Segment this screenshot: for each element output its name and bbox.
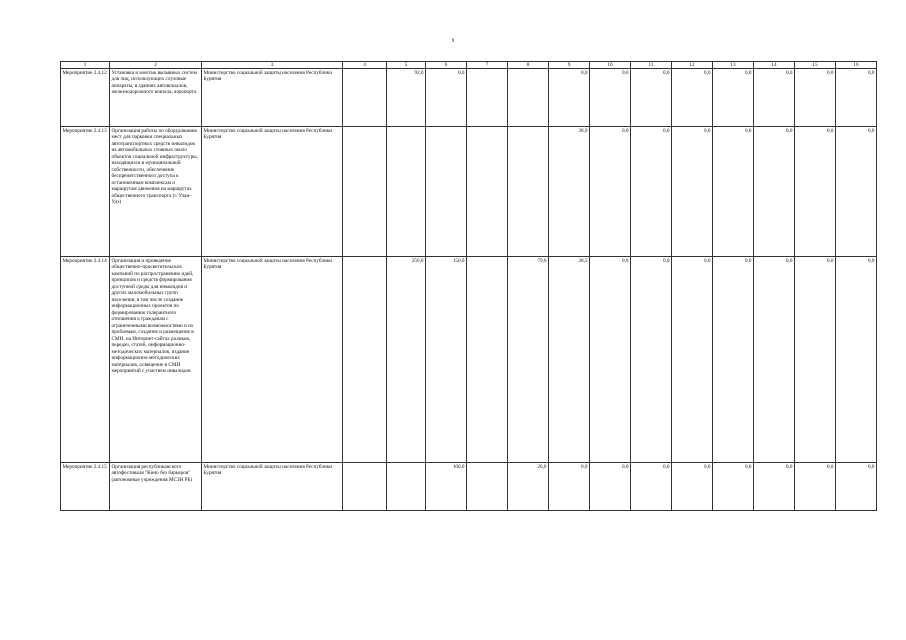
value-cell [387,463,426,511]
value-cell: 0,0 [672,463,713,511]
column-header: 8 [508,62,549,69]
table-row [61,127,877,257]
program-measures-table [60,61,877,511]
column-header: 2 [110,62,202,69]
measure-code: Мероприятие 2.4.15 [61,463,110,511]
value-cell: 0,0 [590,257,631,463]
value-cell: 0,0 [754,463,795,511]
value-cell [467,463,508,511]
value-cell [343,257,387,463]
value-cell [343,127,387,257]
measure-executor: Министерство социальной защиты населения Республики Бурятия [202,127,343,257]
column-header: 14 [754,62,795,69]
page-number: 9 [451,39,455,44]
value-cell: 0,0 [631,127,672,257]
value-cell: 0,0 [795,257,836,463]
value-cell: 92,0 [387,69,426,127]
value-cell: 0,0 [672,69,713,127]
measure-executor: Министерство социальной защиты населения Республики Бурятия [202,257,343,463]
value-cell [467,257,508,463]
value-cell: 38,5 [549,257,590,463]
value-cell: 0,0 [836,257,877,463]
table-row [61,257,877,463]
value-cell: 0,0 [713,127,754,257]
header-row [61,62,877,69]
value-cell: 0,0 [795,463,836,511]
value-cell: 0,0 [795,127,836,257]
column-header: 12 [672,62,713,69]
measure-executor: Министерство социальной защиты населения Республики Бурятия [202,69,343,127]
column-header: 7 [467,62,508,69]
column-header: 10 [590,62,631,69]
value-cell: 0,0 [795,69,836,127]
value-cell: 0,0 [836,127,877,257]
column-header: 11 [631,62,672,69]
value-cell: 0,0 [754,69,795,127]
column-header: 13 [713,62,754,69]
value-cell: 0,0 [590,127,631,257]
measure-code: Мероприятие 2.4.12 [61,69,110,127]
measure-name: Организация республиканского автофестиваля "Кино без барьеров" (автономные учреждения МСЗН РБ) [110,463,202,511]
value-cell [426,127,467,257]
value-cell [387,127,426,257]
measure-name: Установка и монтаж вызывных систем для лиц, использующих слуховые аппараты, в зданиях автовокзалов, железнодорожного вокзала, аэропорта [110,69,202,127]
value-cell [508,69,549,127]
value-cell: 0,0 [713,463,754,511]
value-cell [343,463,387,511]
value-cell: 150,0 [426,257,467,463]
value-cell: 79,6 [508,257,549,463]
value-cell [467,127,508,257]
value-cell: 0,0 [631,257,672,463]
value-cell: 38,9 [549,127,590,257]
measure-code: Мероприятие 2.4.14 [61,257,110,463]
measure-code: Мероприятие 2.4.13 [61,127,110,257]
value-cell: 0,0 [754,127,795,257]
column-header: 1 [61,62,110,69]
value-cell [508,127,549,257]
table-row [61,463,877,511]
value-cell: 0,0 [549,69,590,127]
column-header: 4 [343,62,387,69]
value-cell: 0,0 [426,69,467,127]
value-cell: 0,0 [590,69,631,127]
value-cell [467,69,508,127]
table-row [61,69,877,127]
value-cell: 0,0 [754,257,795,463]
value-cell: 0,0 [672,127,713,257]
value-cell: 0,0 [590,463,631,511]
value-cell: 0,0 [836,463,877,511]
value-cell: 0,0 [713,257,754,463]
value-cell: 0,0 [631,463,672,511]
column-header: 6 [426,62,467,69]
value-cell: 100,0 [426,463,467,511]
value-cell: 0,0 [836,69,877,127]
value-cell: 0,0 [549,463,590,511]
value-cell: 256,0 [387,257,426,463]
measure-name: Организация работы по оборудованию мест для парковки специальных автотранспортных средств инвалидов на автомобильных стоянках около объектов социальной инфраструктуры, находящихся в муниципальной собственности, обеспечение беспрепятственного доступа к остановочным комплексам и маршрутам движения на маршрутах общественного транспорта (г. Улан-Удэ) [110,127,202,257]
value-cell: 0,0 [713,69,754,127]
value-cell: 20,0 [508,463,549,511]
column-header: 16 [836,62,877,69]
value-cell: 0,0 [631,69,672,127]
value-cell [343,69,387,127]
column-header: 9 [549,62,590,69]
value-cell: 0,0 [672,257,713,463]
column-header: 5 [387,62,426,69]
measure-name: Организация и проведение общественно-просветительских кампаний по распространению идей, принципов и средств формирования доступной среды для инвалидов и других маломобильных групп населения, в том числе создание информационных проектов по формированию толерантного отношения к гражданам с ограниченными возможностями и их проблемам, создание и размещение в СМИ, на Интернет-сайтах роликов, передач, статей, информационно-методических материалов, издание информационно-методических материалов, освещение в СМИ мероприятий с участием инвалидов [110,257,202,463]
column-header: 3 [202,62,343,69]
measure-executor: Министерство социальной защиты населения Республики Бурятия [202,463,343,511]
column-header: 15 [795,62,836,69]
